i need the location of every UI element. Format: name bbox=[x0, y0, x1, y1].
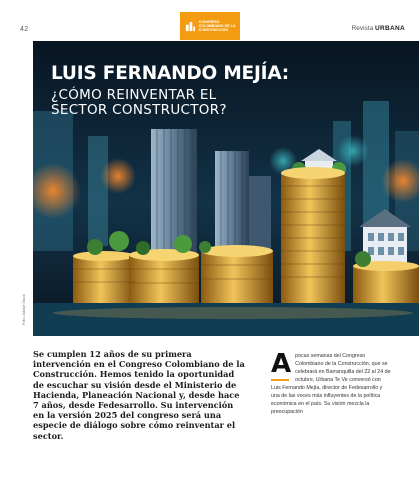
magazine-credit bbox=[352, 25, 405, 32]
building-logo-icon bbox=[185, 21, 196, 32]
city-coins-illustration bbox=[33, 41, 419, 336]
article-body-text: pocas semanas del Congreso Colombiano de la Construcción, que se celebrará en Barranquilla del 22 al 24 de octubre, Urbana Te Ve conversó con Luis Fernando Mejía, director de Fedesarrollo y una de las voces más influyentes de la política económica en el país. Su visión mezcla la preocupación bbox=[271, 353, 391, 415]
section-badge-label: CONGRESO COLOMBIANO DE LA CONSTRUCCIÓN bbox=[198, 19, 236, 33]
magazine-prefix: Revista bbox=[351, 25, 374, 32]
photo-credit: Foto: Adobe Stock bbox=[22, 293, 26, 325]
drop-cap-letter: A bbox=[271, 349, 292, 379]
section-badge bbox=[180, 12, 240, 40]
article-subtitle: ¿CÓMO REINVENTAR EL SECTOR CONSTRUCTOR? bbox=[51, 87, 227, 118]
drop-cap-rule bbox=[271, 379, 289, 381]
article-title: LUIS FERNANDO MEJÍA: bbox=[51, 63, 289, 84]
article-intro: Se cumplen 12 años de su primera intervención en el Congreso Colombiano de la Construcción. Hemos tenido la oportunidad de escuchar su visión desde el Ministerio de Hacienda, Planeación Nacional y, desde hace 7 años, desde Fedesarrollo. Su intervención en la versión 2025 del congreso será una especie de diálogo sobre cómo reinventar el sector. bbox=[33, 349, 245, 441]
drop-cap bbox=[271, 349, 292, 381]
page-number: 42 bbox=[20, 26, 29, 33]
magazine-name: URBANA bbox=[375, 25, 405, 32]
article-body bbox=[271, 349, 391, 416]
hero-image bbox=[33, 41, 419, 336]
